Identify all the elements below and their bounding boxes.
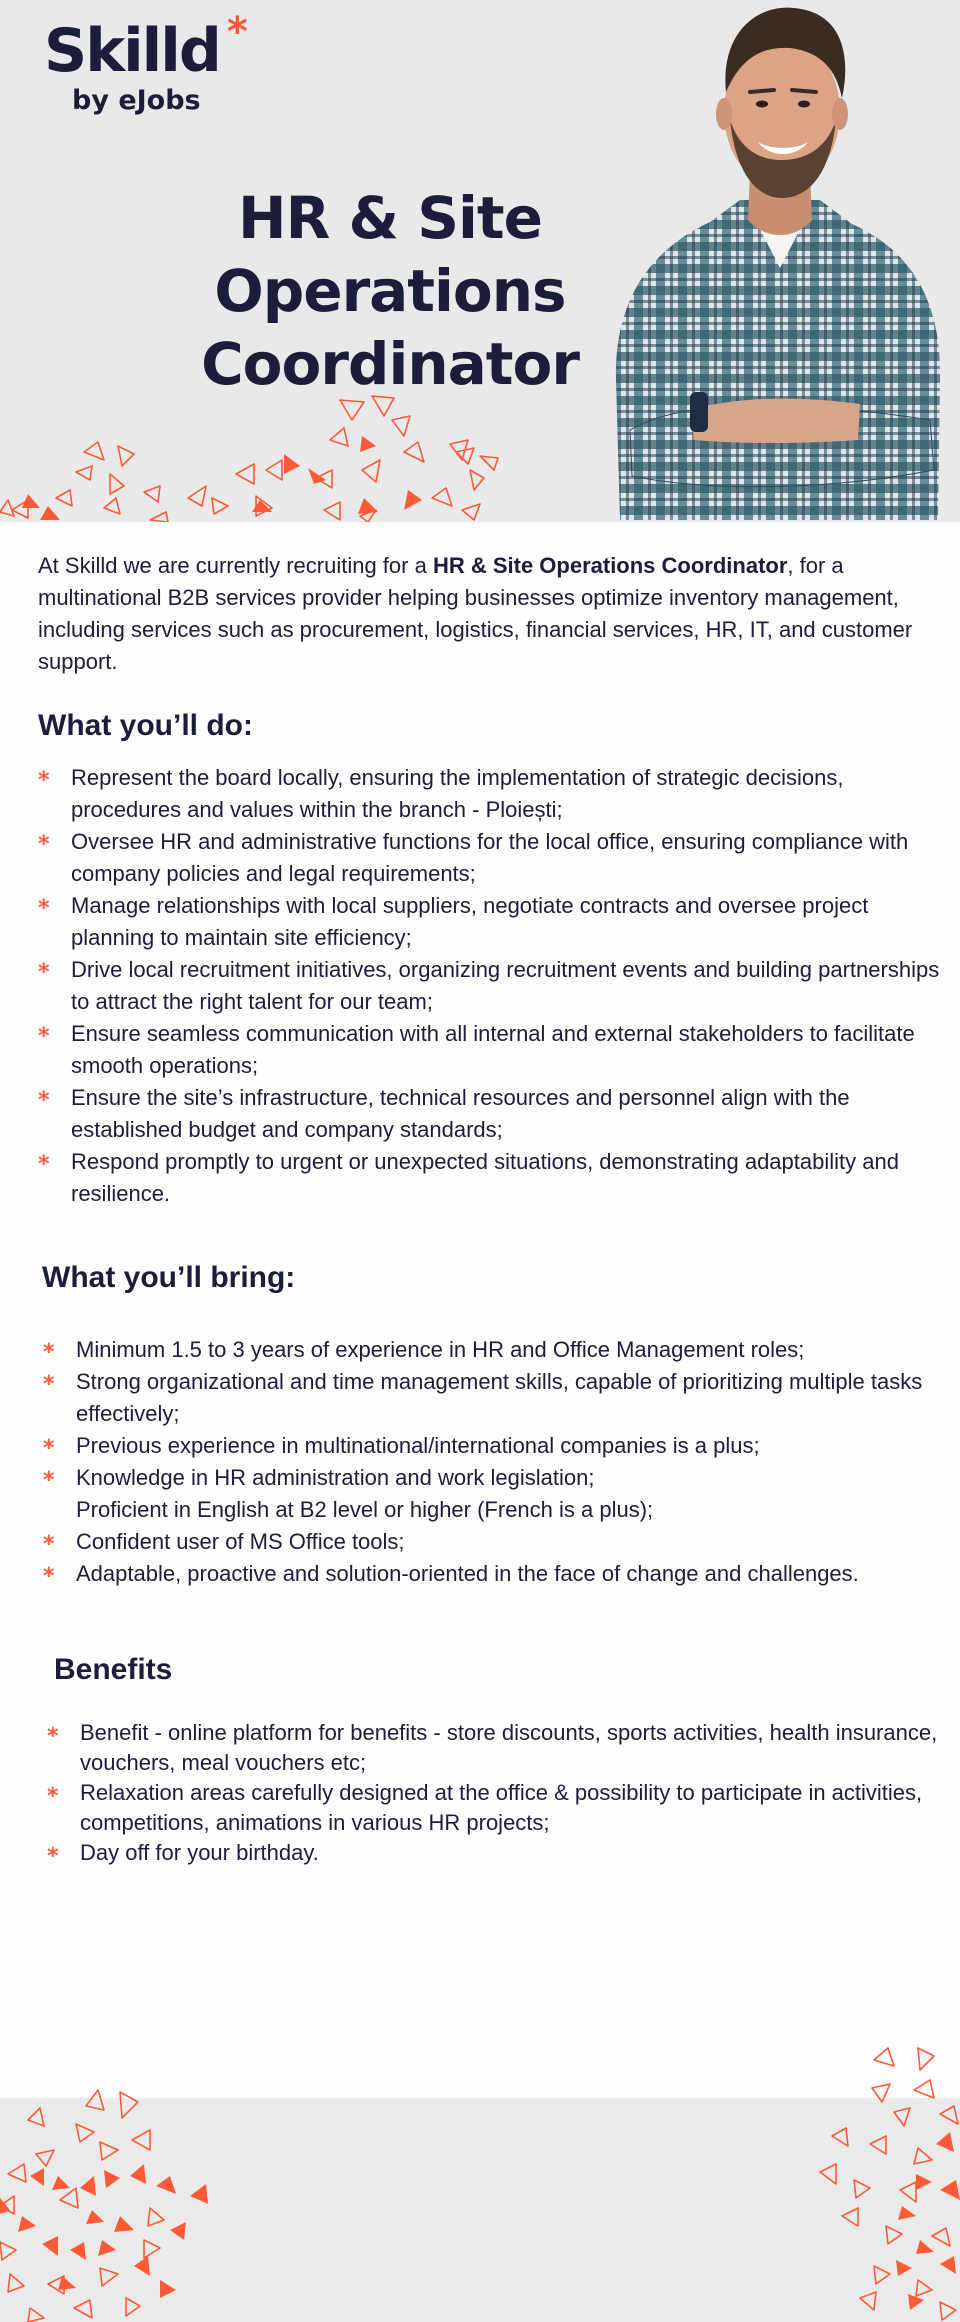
responsibilities-list [38, 762, 950, 1210]
requirements-list [43, 1334, 955, 1590]
smiling-man-photo [590, 0, 960, 522]
list-item: * Respond promptly to urgent or unexpected situations, demonstrating adaptability and resilience. [38, 1149, 899, 1206]
list-item: * Strong organizational and time management skills, capable of prioritizing multiple tasks effectively; [43, 1369, 923, 1426]
list-item: * Knowledge in HR administration and work legislation; [43, 1465, 595, 1493]
asterisk-bullet-icon: * [38, 1024, 50, 1049]
section-title-what-you-bring: What you’ll bring: [42, 1261, 296, 1294]
asterisk-bullet-icon: * [43, 1468, 55, 1493]
intro-text-end: , for a multinational B2B services provider helping businesses optimize inventory management, including services such as procurement, logistics, financial services, HR, IT, and customer support. [38, 553, 913, 674]
logo-asterisk-icon: * [226, 9, 246, 55]
asterisk-bullet-icon: * [47, 1724, 59, 1749]
benefits-list [47, 1718, 947, 1868]
job-title-line-2: Operations [214, 257, 566, 325]
list-item: * Relaxation areas carefully designed at the office & possibility to participate in activities, competitions, animations in various HR projects; [47, 1780, 923, 1835]
list-item: * Previous experience in multinational/international companies is a plus; [43, 1433, 760, 1461]
list-item: * Oversee HR and administrative functions for the local office, ensuring compliance with company policies and legal requirements; [38, 829, 909, 886]
asterisk-bullet-icon: * [47, 1784, 59, 1809]
job-title [180, 182, 600, 401]
asterisk-bullet-icon: * [43, 1372, 55, 1397]
list-item: * Manage relationships with local suppliers, negotiate contracts and oversee project planning to maintain site efficiency; [38, 893, 869, 950]
section-title-what-you-do: What you’ll do: [38, 709, 253, 742]
list-item: * Drive local recruitment initiatives, organizing recruitment events and building partnerships to attract the right talent for our team; [38, 957, 940, 1014]
section-title-benefits: Benefits [54, 1653, 173, 1686]
asterisk-bullet-icon: * [43, 1340, 55, 1365]
job-title-line-1: HR & Site [238, 184, 542, 252]
asterisk-bullet-icon: * [38, 768, 50, 793]
list-item: * Minimum 1.5 to 3 years of experience in HR and Office Management roles; [43, 1337, 805, 1365]
job-title-line-3: Coordinator [201, 330, 579, 398]
list-item: * Represent the board locally, ensuring the implementation of strategic decisions, procedures and values within the branch - Ploiești; [38, 765, 844, 822]
intro-job-title: HR & Site Operations Coordinator [432, 553, 788, 578]
asterisk-bullet-icon: * [38, 960, 50, 985]
list-item: * Benefit - online platform for benefits - store discounts, sports activities, health insurance, vouchers, meal vouchers etc; [47, 1720, 938, 1775]
list-item: * Confident user of MS Office tools; [43, 1529, 405, 1557]
asterisk-bullet-icon: * [38, 832, 50, 857]
list-item: * Day off for your birthday. [47, 1840, 319, 1869]
list-item: * Ensure the site’s infrastructure, technical resources and personnel align with the established budget and company standards; [38, 1085, 850, 1142]
hero-banner [0, 0, 960, 522]
asterisk-bullet-icon: * [47, 1844, 59, 1869]
logo-subtitle: by eJobs [72, 85, 201, 116]
asterisk-bullet-icon: * [38, 896, 50, 921]
logo-wordmark: Skilld * [44, 9, 246, 86]
asterisk-bullet-icon: * [43, 1532, 55, 1557]
list-item: * Ensure seamless communication with all internal and external stakeholders to facilitate smooth operations; [38, 1021, 915, 1078]
intro-paragraph [38, 550, 938, 678]
list-item: Proficient in English at B2 level or higher (French is a plus); [76, 1497, 654, 1522]
asterisk-bullet-icon: * [38, 1152, 50, 1177]
asterisk-bullet-icon: * [43, 1436, 55, 1461]
list-item: * Adaptable, proactive and solution-oriented in the face of change and challenges. [43, 1561, 859, 1589]
asterisk-bullet-icon: * [43, 1564, 55, 1589]
intro-text-start: At Skilld we are currently recruiting for a [38, 553, 433, 578]
decorative-triangles-right-icon [800, 2040, 960, 2322]
decorative-triangles-left-icon [0, 2080, 240, 2322]
asterisk-bullet-icon: * [38, 1088, 50, 1113]
